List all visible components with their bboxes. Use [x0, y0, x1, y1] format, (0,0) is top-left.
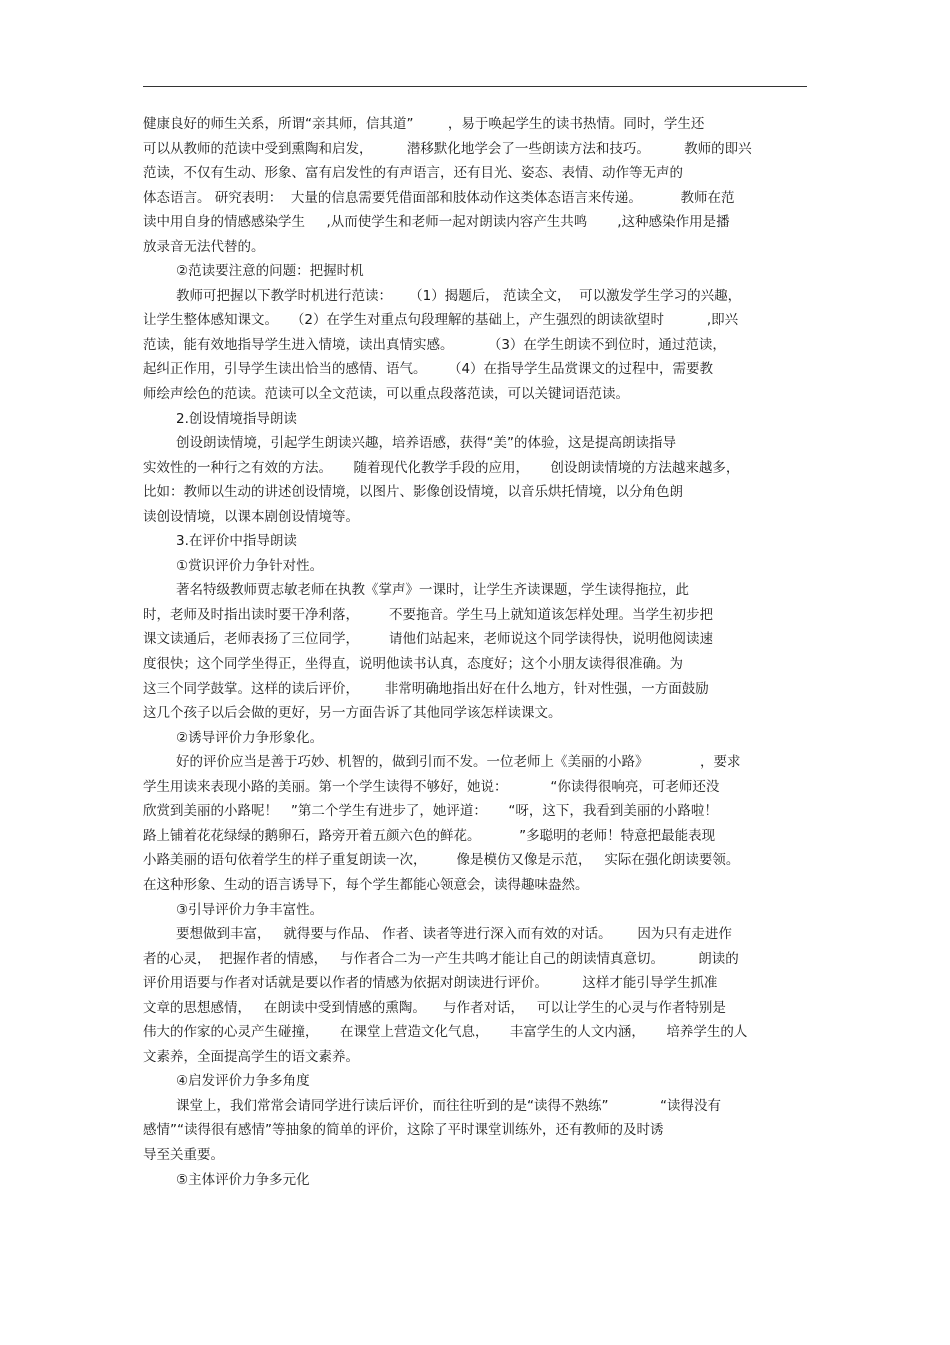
text-line: 体态语言。 研究表明： 大量的信息需要凭借面部和肢体动作这类体态语言来传递。 教师在范	[143, 189, 735, 206]
text-line: 可以从教师的范读中受到熏陶和启发， 潜移默化地学会了一些朗读方法和技巧。 教师的即兴	[143, 140, 752, 157]
text-line: 学生用读来表现小路的美丽。第一个学生读得不够好，她说： “你读得很响亮，可老师还没	[143, 778, 720, 795]
text-line: 师绘声绘色的范读。范读可以全文范读，可以重点段落范读，可以关键词语范读。	[143, 386, 629, 403]
text-line: 文章的思想感情， 在朗读中受到情感的熏陶。 与作者对话， 可以让学生的心灵与作者特别是	[143, 999, 726, 1016]
text-line: ⑤主体评价力争多元化	[176, 1171, 310, 1188]
text-line: 范读，能有效地指导学生进入情境，读出真情实感。 （3）在学生朗读不到位时，通过范读，	[143, 336, 726, 353]
text-line: 放录音无法代替的。	[143, 238, 265, 255]
text-line: 范读，不仅有生动、形象、富有启发性的有声语言，还有目光、姿态、表情、动作等无声的	[143, 165, 683, 182]
document-body	[143, 112, 807, 1192]
text-line: 好的评价应当是善于巧妙、机智的，做到引而不发。一位老师上《美丽的小路》 ，要求	[176, 754, 741, 771]
text-line: 文素养，全面提高学生的语文素养。	[143, 1048, 359, 1065]
text-line: 比如：教师以生动的讲述创设情境，以图片、影像创设情境，以音乐烘托情境，以分角色朗	[143, 484, 683, 501]
text-line: 这三个同学鼓掌。这样的读后评价， 非常明确地指出好在什么地方，针对性强，一方面鼓励	[143, 680, 709, 697]
text-line: 读中用自身的情感感染学生 ,从而使学生和老师一起对朗读内容产生共鸣 ,这种感染作用是播	[143, 214, 730, 231]
text-line: 读创设情境，以课本剧创设情境等。	[143, 508, 359, 525]
text-line: 度很快；这个同学坐得正，坐得直，说明他读书认真，态度好；这个小朋友读得很准确。为	[143, 656, 683, 673]
text-line: 起纠正作用，引导学生读出恰当的感情、语气。 （4）在指导学生品赏课文的过程中，需要教	[143, 361, 714, 378]
text-line: 伟大的作家的心灵产生碰撞， 在课堂上营造文化气息， 丰富学生的人文内涵， 培养学生的人	[143, 1024, 748, 1041]
text-line: 欣赏到美丽的小路呢！ ”第二个学生有进步了，她评道： “呀，这下，我看到美丽的小路啦！	[143, 803, 718, 820]
text-line: ②范读要注意的问题：把握时机	[176, 263, 364, 280]
text-line: 健康良好的师生关系，所谓“亲其师，信其道” ，易于唤起学生的读书热情。同时，学生还	[143, 116, 705, 132]
text-line: 教师可把握以下教学时机进行范读： （1）揭题后， 范读全文， 可以激发学生学习的兴趣，	[176, 287, 742, 304]
text-line: 感情”“读得很有感情”等抽象的简单的评价，这除了平时课堂训练外，还有教师的及时诱	[143, 1122, 664, 1139]
text-line: ③引导评价力争丰富性。	[176, 901, 324, 918]
text-line: 导至关重要。	[143, 1146, 224, 1163]
text-line: 评价用语要与作者对话就是要以作者的情感为依据对朗读进行评价。 这样才能引导学生抓准	[143, 975, 718, 992]
text-line: 路上铺着花花绿绿的鹅卵石，路旁开着五颜六色的鲜花。 ”多聪明的老师！特意把最能表现	[143, 827, 716, 844]
text-line: 课文读通后，老师表扬了三位同学， 请他们站起来，老师说这个同学读得快，说明他阅读速	[143, 631, 714, 648]
text-line: 时，老师及时指出读时要干净利落， 不要拖音。学生马上就知道该怎样处理。当学生初步把	[143, 606, 714, 623]
text-line: 者的心灵， 把握作者的情感， 与作者合二为一产生共鸣才能让自己的朗读情真意切。 朗读的	[143, 950, 739, 967]
text-line: 要想做到丰富， 就得要与作品、 作者、读者等进行深入而有效的对话。 因为只有走进作	[176, 926, 732, 943]
header-rule	[143, 86, 807, 87]
text-line: ④启发评价力争多角度	[176, 1073, 310, 1090]
text-line: 让学生整体感知课文。 （2）在学生对重点句段理解的基础上，产生强烈的朗读欲望时 ,即兴	[143, 312, 739, 329]
text-line: ②诱导评价力争形象化。	[176, 729, 324, 746]
text-line: 实效性的一种行之有效的方法。 随着现代化教学手段的应用， 创设朗读情境的方法越来越多，	[143, 459, 740, 476]
text-line: 著名特级教师贾志敏老师在执教《掌声》一课时，让学生齐读课题，学生读得拖拉，此	[176, 582, 689, 599]
text-line: 创设朗读情境，引起学生朗读兴趣，培养语感，获得“美”的体验，这是提高朗读指导	[176, 435, 676, 452]
text-line: 课堂上，我们常常会请同学进行读后评价，而往往听到的是“读得不熟练” “读得没有	[176, 1097, 721, 1114]
text-line: 这几个孩子以后会做的更好，另一方面告诉了其他同学该怎样读课文。	[143, 705, 562, 722]
text-line: 2.创设情境指导朗读	[176, 410, 297, 427]
text-line: 在这种形象、生动的语言诱导下，每个学生都能心领意会，读得趣味盎然。	[143, 876, 589, 893]
text-line: ①赏识评价力争针对性。	[176, 557, 324, 574]
text-line: 3.在评价中指导朗读	[176, 533, 297, 550]
text-line: 小路美丽的语句依着学生的样子重复朗读一次， 像是模仿又像是示范， 实际在强化朗读要领。	[143, 852, 740, 869]
